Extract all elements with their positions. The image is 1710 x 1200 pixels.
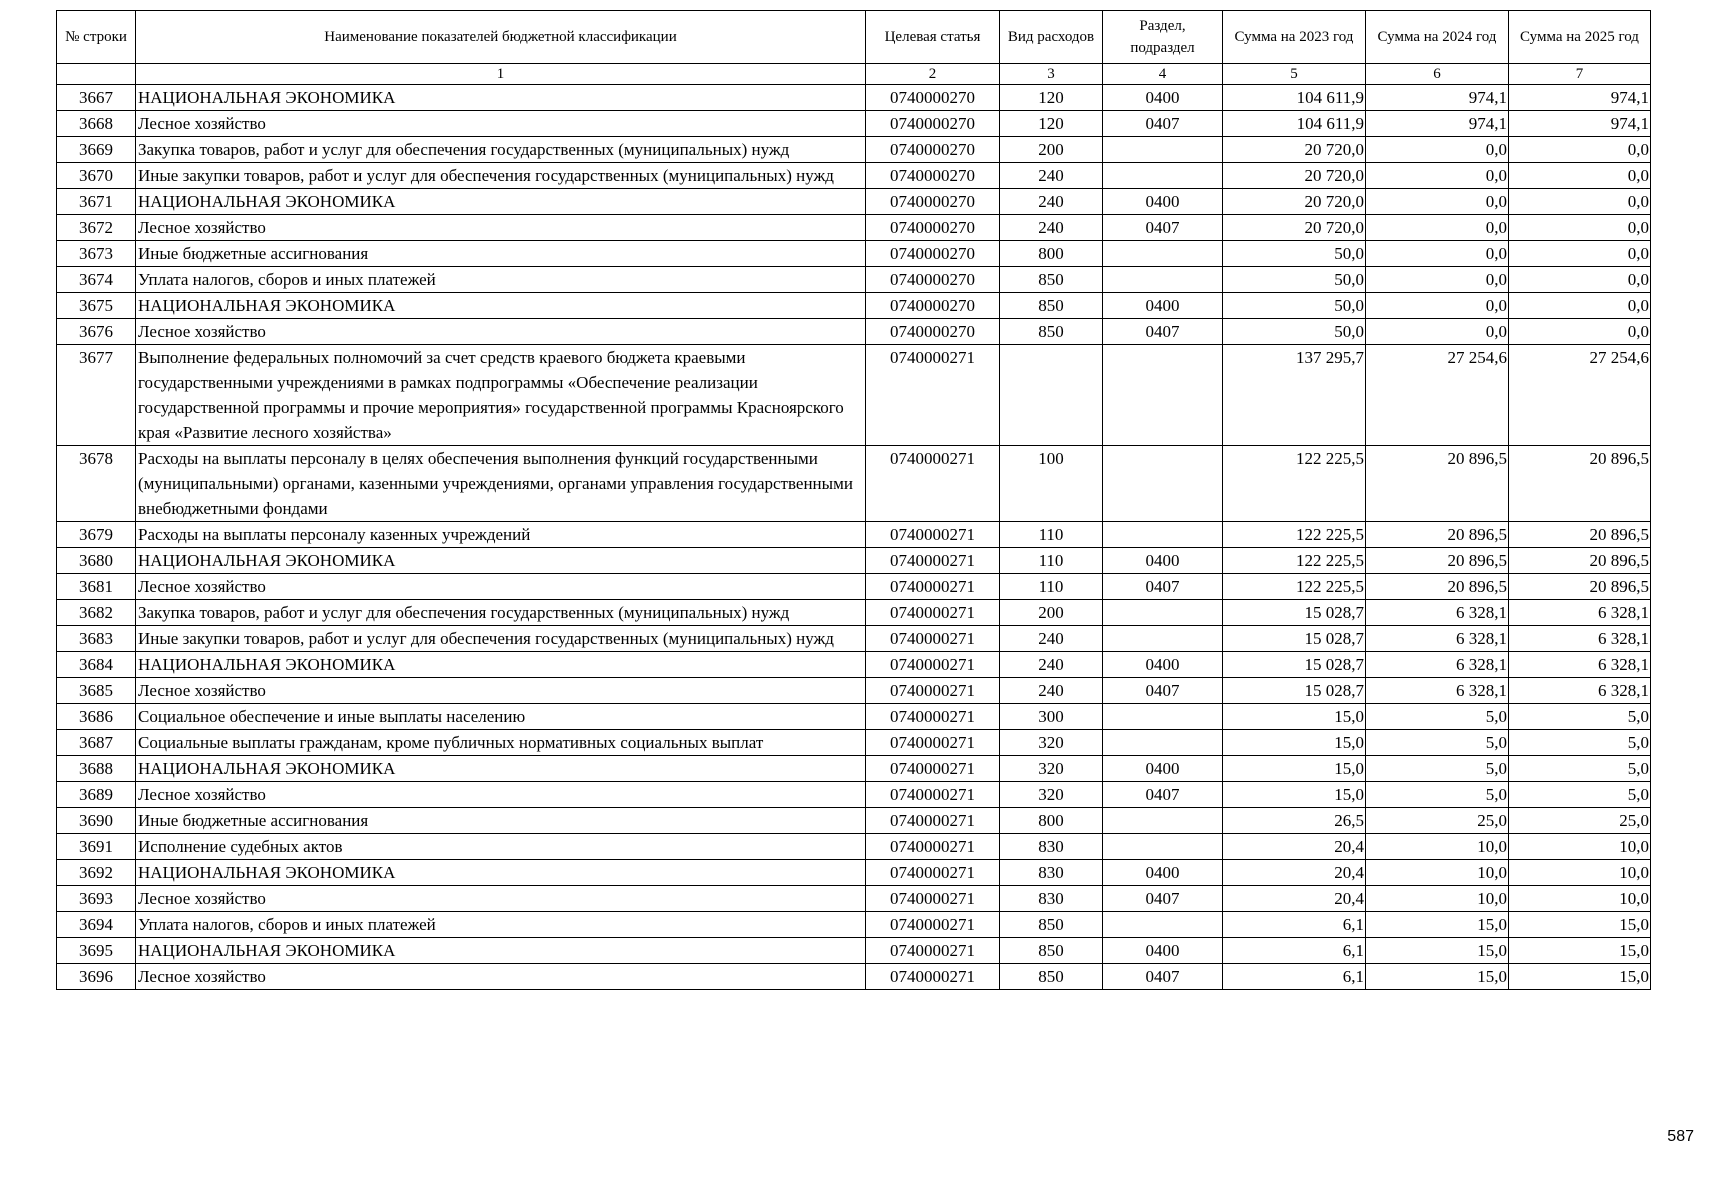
expense-type-cell: 830 xyxy=(1000,886,1103,912)
section-cell: 0407 xyxy=(1103,574,1223,600)
row-number-cell: 3685 xyxy=(57,678,136,704)
sum-2025-cell: 20 896,5 xyxy=(1509,574,1651,600)
sum-2025-cell: 0,0 xyxy=(1509,293,1651,319)
sum-2023-cell: 6,1 xyxy=(1223,964,1366,990)
table-row xyxy=(57,704,1651,730)
target-article-cell: 0740000271 xyxy=(866,574,1000,600)
sum-2025-cell: 10,0 xyxy=(1509,860,1651,886)
row-number-cell: 3672 xyxy=(57,215,136,241)
row-number-cell: 3683 xyxy=(57,626,136,652)
sum-2025-cell: 20 896,5 xyxy=(1509,446,1651,522)
table-row xyxy=(57,808,1651,834)
section-cell xyxy=(1103,446,1223,522)
sum-2023-cell: 15,0 xyxy=(1223,782,1366,808)
sum-2024-cell: 6 328,1 xyxy=(1366,652,1509,678)
sum-2023-cell: 15,0 xyxy=(1223,756,1366,782)
sum-2025-cell: 6 328,1 xyxy=(1509,600,1651,626)
section-cell: 0407 xyxy=(1103,319,1223,345)
sum-2024-cell: 10,0 xyxy=(1366,860,1509,886)
row-number-cell: 3678 xyxy=(57,446,136,522)
sum-2023-cell: 26,5 xyxy=(1223,808,1366,834)
name-cell: Лесное хозяйство xyxy=(136,574,866,600)
table-row xyxy=(57,241,1651,267)
sum-2024-cell: 20 896,5 xyxy=(1366,574,1509,600)
target-article-cell: 0740000270 xyxy=(866,111,1000,137)
table-row xyxy=(57,446,1651,522)
table-row xyxy=(57,163,1651,189)
name-cell: Иные бюджетные ассигнования xyxy=(136,808,866,834)
table-row xyxy=(57,548,1651,574)
table-row xyxy=(57,626,1651,652)
target-article-cell: 0740000271 xyxy=(866,626,1000,652)
target-article-cell: 0740000271 xyxy=(866,808,1000,834)
section-cell: 0400 xyxy=(1103,189,1223,215)
sum-2024-cell: 6 328,1 xyxy=(1366,678,1509,704)
row-number-cell: 3696 xyxy=(57,964,136,990)
sum-2023-cell: 50,0 xyxy=(1223,319,1366,345)
table-row xyxy=(57,600,1651,626)
target-article-cell: 0740000270 xyxy=(866,137,1000,163)
section-cell: 0400 xyxy=(1103,860,1223,886)
table-row xyxy=(57,860,1651,886)
sum-2024-cell: 5,0 xyxy=(1366,756,1509,782)
header-row-number: № строки xyxy=(57,11,136,64)
sum-2024-cell: 0,0 xyxy=(1366,319,1509,345)
sum-2025-cell: 15,0 xyxy=(1509,912,1651,938)
sum-2023-cell: 15 028,7 xyxy=(1223,626,1366,652)
target-article-cell: 0740000271 xyxy=(866,652,1000,678)
section-cell xyxy=(1103,267,1223,293)
target-article-cell: 0740000270 xyxy=(866,293,1000,319)
name-cell: Лесное хозяйство xyxy=(136,964,866,990)
sum-2025-cell: 15,0 xyxy=(1509,938,1651,964)
section-cell: 0407 xyxy=(1103,678,1223,704)
sum-2024-cell: 5,0 xyxy=(1366,782,1509,808)
expense-type-cell: 240 xyxy=(1000,215,1103,241)
column-number: 7 xyxy=(1509,64,1651,85)
name-cell: НАЦИОНАЛЬНАЯ ЭКОНОМИКА xyxy=(136,938,866,964)
row-number-cell: 3689 xyxy=(57,782,136,808)
sum-2025-cell: 27 254,6 xyxy=(1509,345,1651,446)
expense-type-cell: 240 xyxy=(1000,189,1103,215)
expense-type-cell: 240 xyxy=(1000,678,1103,704)
sum-2024-cell: 5,0 xyxy=(1366,730,1509,756)
sum-2025-cell: 0,0 xyxy=(1509,215,1651,241)
expense-type-cell: 320 xyxy=(1000,756,1103,782)
row-number-cell: 3669 xyxy=(57,137,136,163)
expense-type-cell: 100 xyxy=(1000,446,1103,522)
expense-type-cell: 120 xyxy=(1000,85,1103,111)
section-cell xyxy=(1103,626,1223,652)
sum-2023-cell: 104 611,9 xyxy=(1223,85,1366,111)
section-cell xyxy=(1103,730,1223,756)
section-cell xyxy=(1103,163,1223,189)
sum-2025-cell: 5,0 xyxy=(1509,704,1651,730)
name-cell: Иные закупки товаров, работ и услуг для обеспечения государственных (муниципальных) нужд xyxy=(136,626,866,652)
sum-2023-cell: 15 028,7 xyxy=(1223,678,1366,704)
sum-2025-cell: 5,0 xyxy=(1509,730,1651,756)
row-number-cell: 3688 xyxy=(57,756,136,782)
expense-type-cell: 850 xyxy=(1000,267,1103,293)
sum-2025-cell: 5,0 xyxy=(1509,756,1651,782)
row-number-cell: 3670 xyxy=(57,163,136,189)
section-cell: 0400 xyxy=(1103,85,1223,111)
table-row xyxy=(57,938,1651,964)
sum-2023-cell: 20 720,0 xyxy=(1223,215,1366,241)
column-number: 6 xyxy=(1366,64,1509,85)
target-article-cell: 0740000271 xyxy=(866,522,1000,548)
target-article-cell: 0740000271 xyxy=(866,782,1000,808)
row-number-cell: 3667 xyxy=(57,85,136,111)
header-target-article: Целевая статья xyxy=(866,11,1000,64)
header-name: Наименование показателей бюджетной классификации xyxy=(136,11,866,64)
name-cell: Социальное обеспечение и иные выплаты населению xyxy=(136,704,866,730)
name-cell: Иные закупки товаров, работ и услуг для обеспечения государственных (муниципальных) нужд xyxy=(136,163,866,189)
target-article-cell: 0740000271 xyxy=(866,345,1000,446)
budget-table xyxy=(56,10,1651,990)
section-cell xyxy=(1103,834,1223,860)
name-cell: НАЦИОНАЛЬНАЯ ЭКОНОМИКА xyxy=(136,85,866,111)
column-number xyxy=(57,64,136,85)
row-number-cell: 3668 xyxy=(57,111,136,137)
section-cell: 0407 xyxy=(1103,111,1223,137)
sum-2023-cell: 122 225,5 xyxy=(1223,574,1366,600)
row-number-cell: 3684 xyxy=(57,652,136,678)
row-number-cell: 3692 xyxy=(57,860,136,886)
section-cell: 0400 xyxy=(1103,938,1223,964)
header-sum-2025: Сумма на 2025 год xyxy=(1509,11,1651,64)
column-number: 5 xyxy=(1223,64,1366,85)
section-cell xyxy=(1103,522,1223,548)
sum-2025-cell: 6 328,1 xyxy=(1509,652,1651,678)
target-article-cell: 0740000271 xyxy=(866,886,1000,912)
name-cell: НАЦИОНАЛЬНАЯ ЭКОНОМИКА xyxy=(136,860,866,886)
sum-2023-cell: 6,1 xyxy=(1223,938,1366,964)
table-row xyxy=(57,85,1651,111)
sum-2024-cell: 15,0 xyxy=(1366,938,1509,964)
sum-2023-cell: 104 611,9 xyxy=(1223,111,1366,137)
column-number: 1 xyxy=(136,64,866,85)
header-section: Раздел, подраздел xyxy=(1103,11,1223,64)
sum-2025-cell: 0,0 xyxy=(1509,241,1651,267)
table-row xyxy=(57,756,1651,782)
expense-type-cell: 110 xyxy=(1000,574,1103,600)
sum-2024-cell: 20 896,5 xyxy=(1366,446,1509,522)
target-article-cell: 0740000270 xyxy=(866,85,1000,111)
table-row xyxy=(57,652,1651,678)
section-cell: 0407 xyxy=(1103,964,1223,990)
sum-2025-cell: 5,0 xyxy=(1509,782,1651,808)
section-cell xyxy=(1103,808,1223,834)
row-number-cell: 3694 xyxy=(57,912,136,938)
sum-2023-cell: 50,0 xyxy=(1223,267,1366,293)
sum-2024-cell: 20 896,5 xyxy=(1366,522,1509,548)
sum-2025-cell: 6 328,1 xyxy=(1509,626,1651,652)
header-row xyxy=(57,11,1651,64)
name-cell: Лесное хозяйство xyxy=(136,319,866,345)
target-article-cell: 0740000271 xyxy=(866,834,1000,860)
sum-2024-cell: 0,0 xyxy=(1366,137,1509,163)
sum-2025-cell: 0,0 xyxy=(1509,163,1651,189)
column-number: 3 xyxy=(1000,64,1103,85)
target-article-cell: 0740000271 xyxy=(866,756,1000,782)
page-number: 587 xyxy=(1667,1128,1694,1145)
expense-type-cell: 320 xyxy=(1000,782,1103,808)
sum-2024-cell: 0,0 xyxy=(1366,267,1509,293)
sum-2025-cell: 974,1 xyxy=(1509,85,1651,111)
sum-2023-cell: 20 720,0 xyxy=(1223,163,1366,189)
target-article-cell: 0740000271 xyxy=(866,730,1000,756)
name-cell: Лесное хозяйство xyxy=(136,782,866,808)
row-number-cell: 3680 xyxy=(57,548,136,574)
sum-2023-cell: 50,0 xyxy=(1223,293,1366,319)
sum-2025-cell: 0,0 xyxy=(1509,319,1651,345)
sum-2023-cell: 20,4 xyxy=(1223,886,1366,912)
sum-2024-cell: 0,0 xyxy=(1366,293,1509,319)
expense-type-cell: 800 xyxy=(1000,241,1103,267)
target-article-cell: 0740000271 xyxy=(866,548,1000,574)
section-cell: 0407 xyxy=(1103,782,1223,808)
target-article-cell: 0740000270 xyxy=(866,241,1000,267)
target-article-cell: 0740000270 xyxy=(866,163,1000,189)
table-row xyxy=(57,782,1651,808)
target-article-cell: 0740000271 xyxy=(866,912,1000,938)
row-number-cell: 3695 xyxy=(57,938,136,964)
table-row xyxy=(57,678,1651,704)
sum-2025-cell: 0,0 xyxy=(1509,267,1651,293)
target-article-cell: 0740000270 xyxy=(866,189,1000,215)
name-cell: НАЦИОНАЛЬНАЯ ЭКОНОМИКА xyxy=(136,548,866,574)
sum-2024-cell: 25,0 xyxy=(1366,808,1509,834)
expense-type-cell xyxy=(1000,345,1103,446)
header-expense-type: Вид расходов xyxy=(1000,11,1103,64)
section-cell xyxy=(1103,241,1223,267)
header-sum-2023: Сумма на 2023 год xyxy=(1223,11,1366,64)
name-cell: Уплата налогов, сборов и иных платежей xyxy=(136,267,866,293)
name-cell: Лесное хозяйство xyxy=(136,215,866,241)
name-cell: Лесное хозяйство xyxy=(136,111,866,137)
sum-2025-cell: 0,0 xyxy=(1509,137,1651,163)
name-cell: Уплата налогов, сборов и иных платежей xyxy=(136,912,866,938)
target-article-cell: 0740000271 xyxy=(866,860,1000,886)
table-row xyxy=(57,345,1651,446)
sum-2025-cell: 20 896,5 xyxy=(1509,522,1651,548)
section-cell: 0400 xyxy=(1103,756,1223,782)
sum-2024-cell: 10,0 xyxy=(1366,834,1509,860)
expense-type-cell: 850 xyxy=(1000,964,1103,990)
expense-type-cell: 240 xyxy=(1000,652,1103,678)
sum-2025-cell: 20 896,5 xyxy=(1509,548,1651,574)
table-row xyxy=(57,137,1651,163)
name-cell: Закупка товаров, работ и услуг для обеспечения государственных (муниципальных) нужд xyxy=(136,137,866,163)
sum-2023-cell: 15 028,7 xyxy=(1223,652,1366,678)
sum-2023-cell: 6,1 xyxy=(1223,912,1366,938)
table-row xyxy=(57,834,1651,860)
sum-2023-cell: 50,0 xyxy=(1223,241,1366,267)
table-row xyxy=(57,574,1651,600)
table-row xyxy=(57,293,1651,319)
expense-type-cell: 120 xyxy=(1000,111,1103,137)
sum-2024-cell: 974,1 xyxy=(1366,111,1509,137)
sum-2024-cell: 15,0 xyxy=(1366,964,1509,990)
sum-2023-cell: 15,0 xyxy=(1223,730,1366,756)
table-row xyxy=(57,319,1651,345)
section-cell: 0400 xyxy=(1103,293,1223,319)
sum-2025-cell: 974,1 xyxy=(1509,111,1651,137)
table-row xyxy=(57,886,1651,912)
sum-2024-cell: 0,0 xyxy=(1366,189,1509,215)
sum-2024-cell: 6 328,1 xyxy=(1366,626,1509,652)
name-cell: Лесное хозяйство xyxy=(136,678,866,704)
row-number-cell: 3687 xyxy=(57,730,136,756)
sum-2023-cell: 122 225,5 xyxy=(1223,548,1366,574)
name-cell: Расходы на выплаты персоналу казенных учреждений xyxy=(136,522,866,548)
table-row xyxy=(57,267,1651,293)
target-article-cell: 0740000271 xyxy=(866,704,1000,730)
sum-2024-cell: 974,1 xyxy=(1366,85,1509,111)
target-article-cell: 0740000270 xyxy=(866,215,1000,241)
name-cell: Закупка товаров, работ и услуг для обеспечения государственных (муниципальных) нужд xyxy=(136,600,866,626)
sum-2023-cell: 122 225,5 xyxy=(1223,522,1366,548)
expense-type-cell: 320 xyxy=(1000,730,1103,756)
sum-2023-cell: 20 720,0 xyxy=(1223,137,1366,163)
name-cell: Лесное хозяйство xyxy=(136,886,866,912)
sum-2025-cell: 25,0 xyxy=(1509,808,1651,834)
column-number: 4 xyxy=(1103,64,1223,85)
column-number-row xyxy=(57,64,1651,85)
section-cell xyxy=(1103,137,1223,163)
table-row xyxy=(57,964,1651,990)
row-number-cell: 3681 xyxy=(57,574,136,600)
sum-2025-cell: 6 328,1 xyxy=(1509,678,1651,704)
table-row xyxy=(57,912,1651,938)
expense-type-cell: 110 xyxy=(1000,548,1103,574)
sum-2025-cell: 10,0 xyxy=(1509,886,1651,912)
row-number-cell: 3671 xyxy=(57,189,136,215)
header-sum-2024: Сумма на 2024 год xyxy=(1366,11,1509,64)
sum-2024-cell: 15,0 xyxy=(1366,912,1509,938)
section-cell xyxy=(1103,912,1223,938)
row-number-cell: 3676 xyxy=(57,319,136,345)
sum-2025-cell: 15,0 xyxy=(1509,964,1651,990)
section-cell xyxy=(1103,345,1223,446)
name-cell: НАЦИОНАЛЬНАЯ ЭКОНОМИКА xyxy=(136,652,866,678)
sum-2023-cell: 15 028,7 xyxy=(1223,600,1366,626)
row-number-cell: 3673 xyxy=(57,241,136,267)
row-number-cell: 3674 xyxy=(57,267,136,293)
sum-2024-cell: 0,0 xyxy=(1366,241,1509,267)
expense-type-cell: 850 xyxy=(1000,293,1103,319)
name-cell: Социальные выплаты гражданам, кроме публичных нормативных социальных выплат xyxy=(136,730,866,756)
expense-type-cell: 800 xyxy=(1000,808,1103,834)
target-article-cell: 0740000271 xyxy=(866,600,1000,626)
sum-2024-cell: 20 896,5 xyxy=(1366,548,1509,574)
table-row xyxy=(57,215,1651,241)
sum-2024-cell: 0,0 xyxy=(1366,215,1509,241)
expense-type-cell: 850 xyxy=(1000,938,1103,964)
section-cell: 0407 xyxy=(1103,886,1223,912)
sum-2025-cell: 10,0 xyxy=(1509,834,1651,860)
table-row xyxy=(57,730,1651,756)
table-row xyxy=(57,189,1651,215)
expense-type-cell: 850 xyxy=(1000,319,1103,345)
sum-2024-cell: 5,0 xyxy=(1366,704,1509,730)
sum-2023-cell: 20 720,0 xyxy=(1223,189,1366,215)
row-number-cell: 3690 xyxy=(57,808,136,834)
sum-2024-cell: 6 328,1 xyxy=(1366,600,1509,626)
row-number-cell: 3677 xyxy=(57,345,136,446)
section-cell: 0400 xyxy=(1103,548,1223,574)
table-row xyxy=(57,111,1651,137)
expense-type-cell: 830 xyxy=(1000,860,1103,886)
expense-type-cell: 200 xyxy=(1000,137,1103,163)
table-row xyxy=(57,522,1651,548)
sum-2023-cell: 137 295,7 xyxy=(1223,345,1366,446)
section-cell xyxy=(1103,600,1223,626)
sum-2023-cell: 15,0 xyxy=(1223,704,1366,730)
row-number-cell: 3675 xyxy=(57,293,136,319)
expense-type-cell: 830 xyxy=(1000,834,1103,860)
sum-2025-cell: 0,0 xyxy=(1509,189,1651,215)
section-cell: 0400 xyxy=(1103,652,1223,678)
target-article-cell: 0740000271 xyxy=(866,446,1000,522)
expense-type-cell: 240 xyxy=(1000,163,1103,189)
row-number-cell: 3691 xyxy=(57,834,136,860)
sum-2023-cell: 20,4 xyxy=(1223,834,1366,860)
row-number-cell: 3693 xyxy=(57,886,136,912)
sum-2023-cell: 122 225,5 xyxy=(1223,446,1366,522)
sum-2024-cell: 0,0 xyxy=(1366,163,1509,189)
sum-2024-cell: 10,0 xyxy=(1366,886,1509,912)
name-cell: Выполнение федеральных полномочий за счет средств краевого бюджета краевыми государственными учреждениями в рамках подпрограммы «Обеспечение реализации государственной программы и прочие мероприятия» государственной программы Красноярского края «Развитие лесного хозяйства» xyxy=(136,345,866,446)
name-cell: Исполнение судебных актов xyxy=(136,834,866,860)
section-cell: 0407 xyxy=(1103,215,1223,241)
name-cell: НАЦИОНАЛЬНАЯ ЭКОНОМИКА xyxy=(136,189,866,215)
expense-type-cell: 300 xyxy=(1000,704,1103,730)
row-number-cell: 3686 xyxy=(57,704,136,730)
target-article-cell: 0740000271 xyxy=(866,938,1000,964)
expense-type-cell: 200 xyxy=(1000,600,1103,626)
section-cell xyxy=(1103,704,1223,730)
target-article-cell: 0740000271 xyxy=(866,964,1000,990)
name-cell: Расходы на выплаты персоналу в целях обеспечения выполнения функций государственными (муниципальными) органами, казенными учреждениями, органами управления государственными внебюджетными фондами xyxy=(136,446,866,522)
target-article-cell: 0740000270 xyxy=(866,319,1000,345)
sum-2024-cell: 27 254,6 xyxy=(1366,345,1509,446)
name-cell: НАЦИОНАЛЬНАЯ ЭКОНОМИКА xyxy=(136,293,866,319)
sum-2023-cell: 20,4 xyxy=(1223,860,1366,886)
target-article-cell: 0740000271 xyxy=(866,678,1000,704)
column-number: 2 xyxy=(866,64,1000,85)
target-article-cell: 0740000270 xyxy=(866,267,1000,293)
expense-type-cell: 240 xyxy=(1000,626,1103,652)
row-number-cell: 3682 xyxy=(57,600,136,626)
expense-type-cell: 110 xyxy=(1000,522,1103,548)
name-cell: НАЦИОНАЛЬНАЯ ЭКОНОМИКА xyxy=(136,756,866,782)
name-cell: Иные бюджетные ассигнования xyxy=(136,241,866,267)
expense-type-cell: 850 xyxy=(1000,912,1103,938)
row-number-cell: 3679 xyxy=(57,522,136,548)
